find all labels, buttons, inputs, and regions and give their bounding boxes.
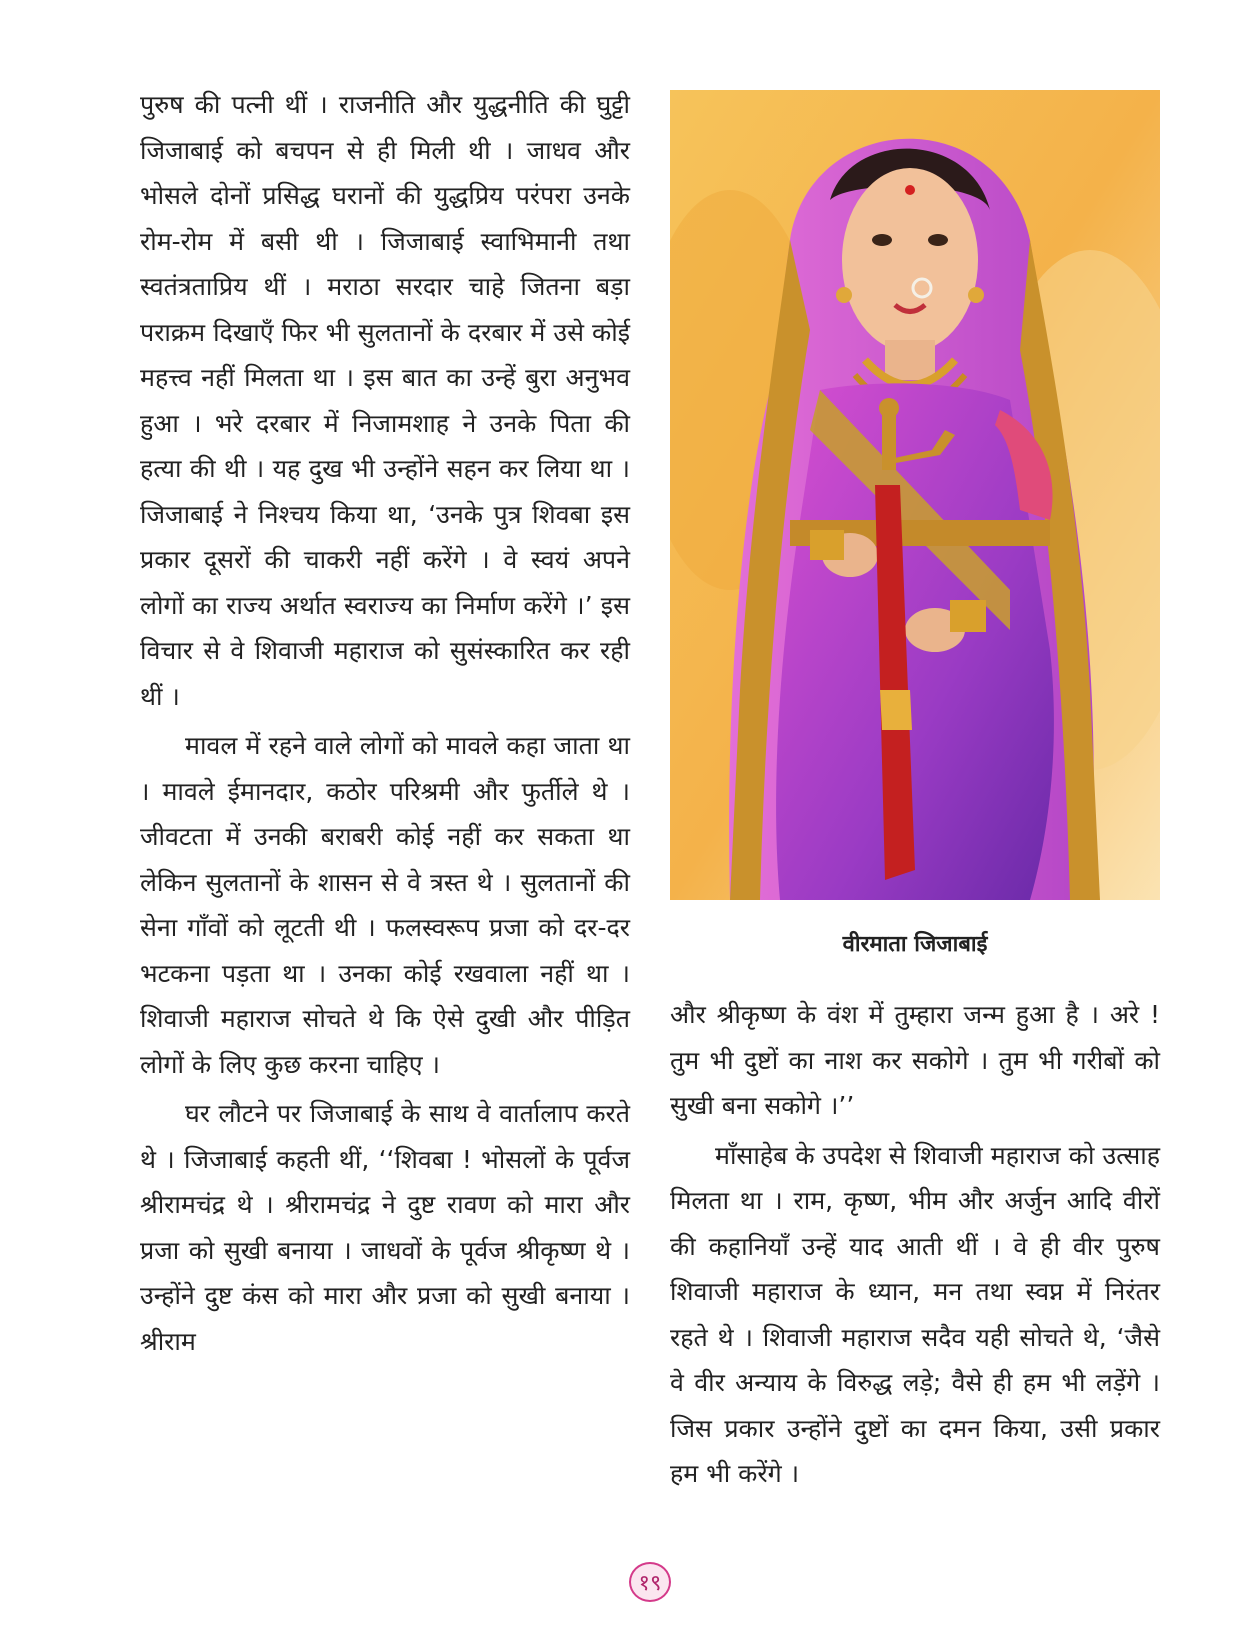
- page-number: १९: [629, 1562, 671, 1602]
- paragraph: पुरुष की पत्नी थीं । राजनीति और युद्धनीति की घुट्टी जिजाबाई को बचपन से ही मिली थी । जाधव और भोसले दोनों प्रसिद्ध घरानों की युद्धप्रिय परंपरा उनके रोम-रोम में बसी थी । जिजाबाई स्वाभिमानी तथा स्वतंत्रताप्रिय थीं । मराठा सरदार चाहे जितना बड़ा पराक्रम दिखाएँ फिर भी सुलतानों के दरबार में उसे कोई महत्त्व नहीं मिलता था । इस बात का उन्हें बुरा अनुभव हुआ । भरे दरबार में निजामशाह ने उनके पिता की हत्या की थी । यह दुख भी उन्होंने सहन कर लिया था । जिजाबाई ने निश्चय किया था, ‘उनके पुत्र शिवबा इस प्रकार दूसरों की चाकरी नहीं करेंगे । वे स्वयं अपने लोगों का राज्य अर्थात स्वराज्य का निर्माण करेंगे ।’ इस विचार से वे शिवाजी महाराज को सुसंस्कारित कर रही थीं ।: [140, 90, 630, 711]
- paragraph: और श्रीकृष्ण के वंश में तुम्हारा जन्म हुआ है । अरे ! तुम भी दुष्टों का नाश कर सकोगे । तुम भी गरीबों को सुखी बना सकोगे ।’’: [670, 1000, 1160, 1120]
- paragraph: मावल में रहने वाले लोगों को मावले कहा जाता था । मावले ईमानदार, कठोर परिश्रमी और फुर्तीले थे । जीवटता में उनकी बराबरी कोई नहीं कर सकता था लेकिन सुलतानों के शासन से वे त्रस्त थे । सुलतानों की सेना गाँवों को लूटती थी । फलस्वरूप प्रजा को दर-दर भटकना पड़ता था । उनका कोई रखवाला नहीं था । शिवाजी महाराज सोचते थे कि ऐसे दुखी और पीड़ित लोगों के लिए कुछ करना चाहिए ।: [140, 731, 630, 1079]
- jijabai-illustration: [670, 90, 1160, 900]
- right-text-column: [670, 992, 1160, 1497]
- paragraph: घर लौटने पर जिजाबाई के साथ वे वार्तालाप करते थे । जिजाबाई कहती थीं, ‘‘शिवबा ! भोसलों के पूर्वज श्रीरामचंद्र थे । श्रीरामचंद्र ने दुष्ट रावण को मारा और प्रजा को सुखी बनाया । जाधवों के पूर्वज श्रीकृष्ण थे । उन्होंने दुष्ट कंस को मारा और प्रजा को सुखी बनाया । श्रीराम: [140, 1099, 630, 1356]
- left-text-column: [140, 82, 630, 1364]
- figure-caption: वीरमाता जिजाबाई: [842, 932, 988, 957]
- paragraph: माँसाहेब के उपदेश से शिवाजी महाराज को उत्साह मिलता था । राम, कृष्ण, भीम और अर्जुन आदि वीरों की कहानियाँ उन्हें याद आती थीं । वे ही वीर पुरुष शिवाजी महाराज के ध्यान, मन तथा स्वप्न में निरंतर रहते थे । शिवाजी महाराज सदैव यही सोचते थे, ‘जैसे वे वीर अन्याय के विरुद्ध लड़े; वैसे ही हम भी लड़ेंगे । जिस प्रकार उन्होंने दुष्टों का दमन किया, उसी प्रकार हम भी करेंगे ।: [670, 1140, 1160, 1488]
